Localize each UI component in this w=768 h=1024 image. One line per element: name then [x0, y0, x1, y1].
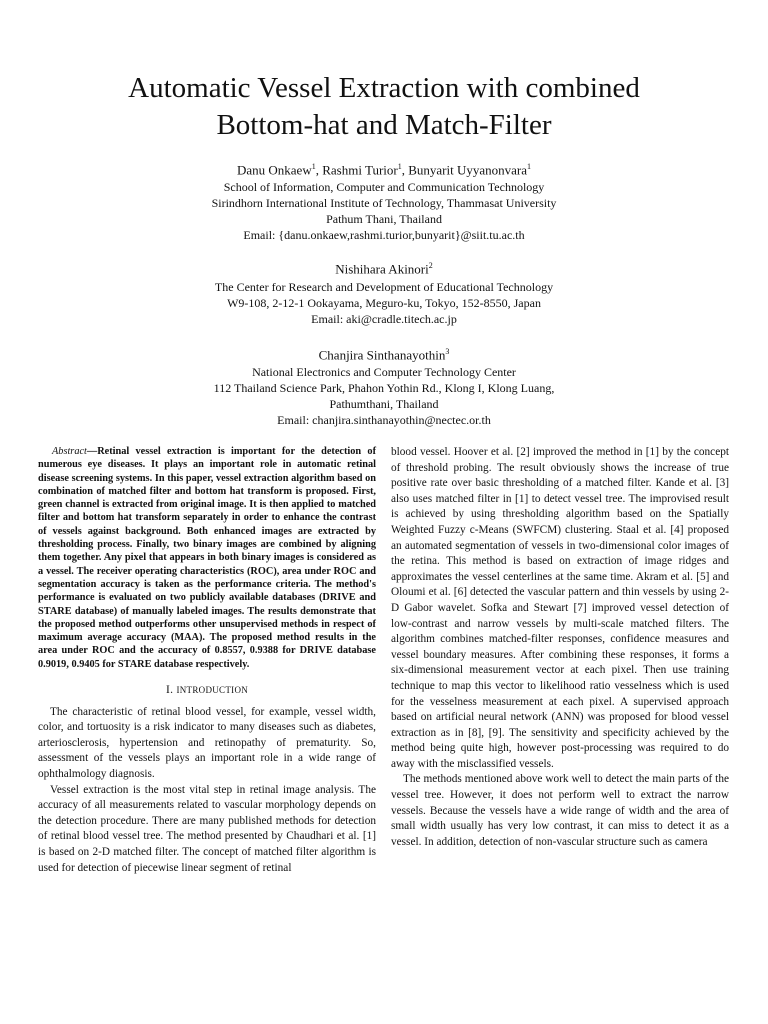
title-line-2: Bottom-hat and Match-Filter [216, 109, 552, 141]
body-paragraph: Vessel extraction is the most vital step in retinal image analysis. The accuracy of all measurements related to vascular morphology depends on the detection procedure. There are many published methods for detection of retinal blood vessel tree. The method presented by Chaudhari et al. [1] is based on 2-D matched filter. The concept of matched filter algorithm is used for detection of piecewise linear segment of retinal [38, 783, 376, 874]
body-paragraph: The characteristic of retinal blood vessel, for example, vessel width, color, and tortuosity is a risk indicator to many diseases such as diabetes, arteriosclerosis, hypertension and retinopathy of prematurity. So, assessment of the vessels plays an important role in a wide range of ophthalmology diagnosis. [38, 705, 376, 781]
affiliation-line: W9-108, 2-12-1 Ookayama, Meguro-ku, Tokyo, 152-8550, Japan [227, 295, 541, 310]
affiliation-line: The Center for Research and Development of Educational Technology [214, 279, 554, 294]
author-group-1 [60, 158, 708, 243]
author-affil-mark: 3 [445, 346, 450, 356]
author-email: Email: aki@cradle.titech.ac.jp [311, 311, 457, 326]
section-heading-introduction [38, 683, 376, 699]
author-affil-mark: 1 [397, 162, 402, 171]
section-number: I. [165, 684, 174, 697]
body-paragraph: blood vessel. Hoover et al. [2] improved the method in [1] by the concept of threshold probing. The result obviously shows the increase of true positive rate over basic thresholding of a matched filter. Kande et al. [3] also uses matched filter in [1] to detect vessel tree. The improvised result is achieved by using thresholding algorithm based on the Spatially Weighted Fuzzy c-Means (SWFCM) clustering. Staal et al. [4] proposed an automated segmentation of vessels in two-dimensional color images of the retina. This method is based on extraction of image ridges and approximates the vessel centerlines at the same time. Akram et al. [5] and Oloumi et al. [6] detected the vascular pattern and thin vessels by using 2-D Gabor wavelet. Sofka and Stewart [7] improved vessel detection of low-contrast and narrow vessels by multi-scale matched filters. The algorithm combines matched-filter responses, confidence measures and vessel boundary measures. After combining these responses, it forms a six-dimensional measurement vector at each pixel. Then use training technique to map this vector to likelihood ratio vesselness which is used for the vesselness measurement at each pixel. A supervised approach based on artificial neural network (ANN) was proposed for blood vessel extraction as in [8], [9]. The sensitivity and specificity achieved by the method being quite high, however post-processing was required to do away with the misclassified vessels. [391, 446, 729, 770]
author-affil-mark: 1 [527, 162, 531, 171]
body-paragraph: The methods mentioned above work well to detect the main parts of the vessel tree. However, it does not perform well to extract the narrow vessels. Because the vessels have a wide range of width and the area of small width usually has very low contrast, it can miss to detect it as a vessel. In addition, detection of non-vascular structure such as camera [391, 773, 729, 848]
author-name: Nishihara Akinori [335, 261, 429, 277]
right-column [391, 445, 729, 850]
author-email: Email: chanjira.sinthanayothin@nectec.or.th [277, 412, 491, 427]
section-title: INTRODUCTION [176, 685, 249, 696]
affiliation-line: Sirindhorn International Institute of Technology, Thammasat University [211, 196, 557, 211]
left-column [38, 445, 376, 876]
author-name: , Bunyarit Uyyanonvara [401, 162, 527, 178]
author-names-2 [60, 257, 708, 278]
abstract [38, 445, 376, 671]
author-group-2 [60, 257, 708, 326]
abstract-text: Retinal vessel extraction is important for the detection of numerous eye diseases. It plays an important role in automatic retinal disease screening systems. In this paper, vessel extraction algorithm based on combination of matched filter and bottom hat transform is proposed. First, green channel is extracted from original image. It is then applied to matched filter and bottom hat transform separately in order to enhance the contrast of vessels against background. Both enhanced images are extracted by thresholding process. Finally, two binary images are combined by aligning them together. Any pixel that appears in both binary images is considered as a vessel. The receiver operating characteristics (ROC), area under ROC and segmentation accuracy is taken as the performance criteria. The method's performance is evaluated on two publicly available databases (DRIVE and STARE database) of manually labeled images. The results demonstrate that the proposed method outperforms other unsupervised methods in respect of maximum average accuracy (MAA). The proposed method results in the area under ROC and the accuracy of 0.8557, 0.9388 for DRIVE database 0.9019, 0.9405 for STARE database respectively. [38, 446, 376, 670]
author-affil-mark: 1 [311, 162, 316, 171]
author-names-3 [60, 343, 708, 364]
affiliation-line: Pathum Thani, Thailand [326, 212, 442, 227]
abstract-dash: — [86, 446, 98, 457]
affiliation-line: National Electronics and Computer Technology Center [252, 364, 516, 379]
affiliation-line: 112 Thailand Science Park, Phahon Yothin Rd., Klong I, Klong Luang, [213, 380, 555, 395]
abstract-label: Abstract [52, 446, 87, 457]
author-group-3 [60, 343, 708, 428]
author-email: Email: {danu.onkaew,rashmi.turior,bunyarit}@siit.tu.ac.th [243, 228, 525, 243]
affiliation-line: School of Information, Computer and Communication Technology [223, 180, 545, 195]
author-names-1 [60, 158, 708, 179]
author-affil-mark: 2 [428, 261, 433, 271]
author-name: Chanjira Sinthanayothin [318, 346, 446, 362]
author-name: Danu Onkaew [236, 162, 312, 178]
authors-block [60, 158, 708, 428]
author-name: , Rashmi Turior [315, 162, 398, 178]
affiliation-line: Pathumthani, Thailand [329, 396, 439, 411]
paper-title [60, 70, 708, 144]
title-line-1: Automatic Vessel Extraction with combined [128, 72, 640, 104]
